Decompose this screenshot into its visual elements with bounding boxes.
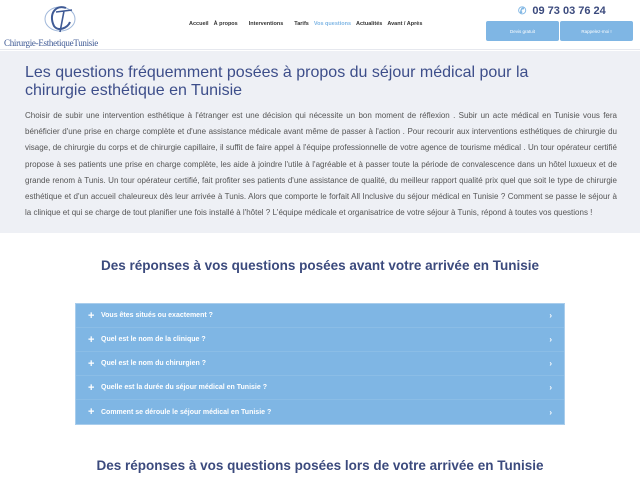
logo[interactable] bbox=[4, 2, 116, 48]
plus-icon: + bbox=[88, 406, 95, 418]
nav-actualites[interactable]: Actualités bbox=[356, 21, 383, 27]
main-nav bbox=[189, 21, 422, 27]
quote-button[interactable]: Devis gratuit bbox=[486, 21, 559, 41]
page-title: Les questions fréquemment posées à propos du séjour médical pour la chirurgie esthétique en Tunisie bbox=[25, 64, 529, 99]
faq-item[interactable]: + Quelle est la durée du séjour médical en Tunisie ? › bbox=[76, 376, 564, 400]
nav-accueil[interactable]: Accueil bbox=[189, 21, 209, 27]
chevron-right-icon: › bbox=[549, 335, 552, 344]
phone-text: 09 73 03 76 24 bbox=[532, 5, 606, 17]
chevron-right-icon: › bbox=[549, 407, 552, 417]
site-header bbox=[0, 0, 640, 50]
plus-icon: + bbox=[88, 357, 95, 370]
plus-icon: + bbox=[88, 333, 95, 346]
intro-paragraph: Choisir de subir une intervention esthétique à l'étranger est une décision qui nécessite un bon moment de réflexion . Subir un acte médical en Tunisie vous fera bénéficier d'une prise en charge complète et d'une assistance médicale avant même de passer à l'action . Pour recourir aux interventions esthétiques de chirurgie du visage, de chirurgie du corps et de chirurgie capillaire, il suffit de faire appel à l'équipe professionnelle de votre agence de tourisme médical . Un tour opérateur certifié propose à ses patients une prise en charge complète, les aide à joindre l'utile à l'agréable et à passer toute la période de convalescence dans un hôtel luxueux et de grande renom à Tunis. Un tour opérateur certifié, fait profiter ses patients d'une assistance de qualité, du meilleur rapport qualité prix quel que soit le type de chirurgie esthétique et d'un accueil chaleureux dès leur arrivée à Tunis. Alors que comporte le forfait All Inclusive du séjour médical en Tunisie ? Comment se passe le séjour à la clinique et qui se charge de tout planifier une fois installé à l'hôtel ? L'équipe médicale et organisatrice de votre séjour à Tunis, répond à toutes vos questions ! bbox=[25, 111, 617, 218]
faq-item[interactable]: + Vous êtes situés ou exactement ? › bbox=[76, 304, 564, 328]
chevron-right-icon: › bbox=[549, 359, 552, 368]
chevron-right-icon: › bbox=[549, 311, 552, 320]
faq-accordion bbox=[75, 303, 565, 425]
faq-item[interactable]: + Quel est le nom du chirurgien ? › bbox=[76, 352, 564, 376]
nav-interventions[interactable]: Interventions bbox=[248, 21, 284, 27]
intro-section bbox=[0, 51, 640, 233]
chevron-right-icon: › bbox=[549, 383, 552, 392]
phone-icon: ✆ bbox=[518, 5, 527, 17]
section-title-before-arrival: Des réponses à vos questions posées avant votre arrivée en Tunisie bbox=[101, 258, 539, 273]
plus-icon: + bbox=[88, 309, 95, 322]
logo-monogram-icon bbox=[42, 2, 78, 36]
section-title-on-arrival: Des réponses à vos questions posées lors de votre arrivée en Tunisie bbox=[96, 458, 544, 473]
nav-a-propos[interactable]: À propos bbox=[213, 21, 238, 27]
faq-item[interactable]: + Comment se déroule le séjour médical en Tunisie ? › bbox=[88, 406, 552, 418]
nav-tarifs[interactable]: Tarifs bbox=[294, 21, 309, 27]
plus-icon: + bbox=[88, 381, 95, 394]
nav-avant-apres[interactable]: Avant / Après bbox=[387, 21, 423, 27]
faq-item[interactable]: + Quel est le nom de la clinique ? › bbox=[76, 328, 564, 352]
logo-text: Chirurgie-EsthetiqueTunisie bbox=[4, 38, 98, 48]
phone-number[interactable] bbox=[518, 5, 606, 17]
nav-vos-questions[interactable]: Vos questions bbox=[313, 21, 352, 27]
callback-button[interactable]: Rappelez-moi ! bbox=[560, 21, 633, 41]
